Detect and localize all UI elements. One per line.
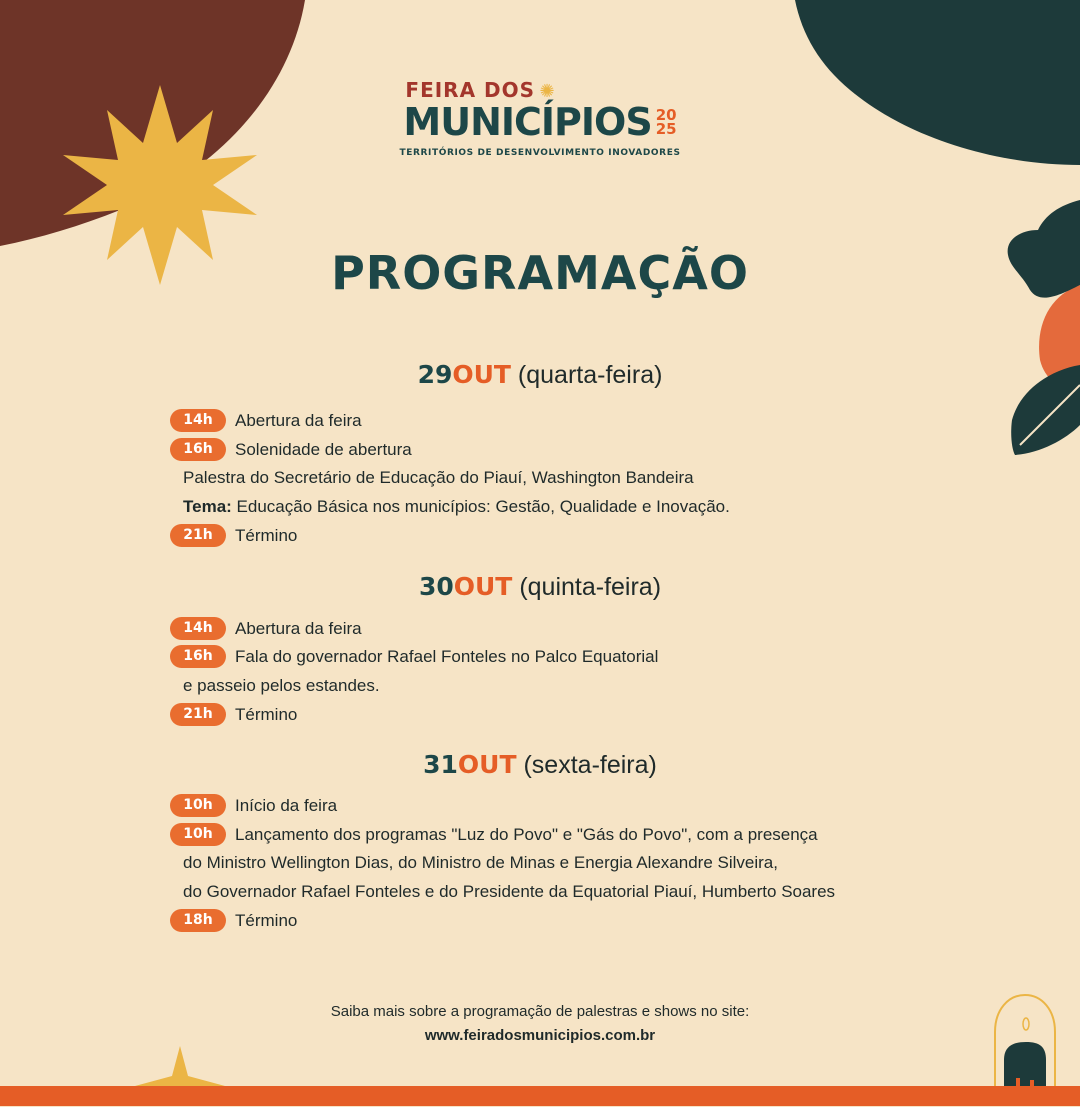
day-header: [0, 750, 1080, 780]
logo-line2: MUNICÍPIOS: [403, 100, 652, 144]
time-badge: 14h: [170, 617, 226, 640]
schedule-text: Fala do governador Rafael Fonteles no Palco Equatorial: [235, 646, 659, 666]
logo-year-top: 20: [655, 106, 677, 124]
cashew-fruit-illustration: [1000, 195, 1080, 455]
schedule-continuation: Palestra do Secretário de Educação do Piauí, Washington Bandeira: [183, 468, 694, 487]
logo-year: [656, 108, 677, 136]
schedule-continuation: [183, 497, 730, 517]
schedule-item: [170, 616, 362, 641]
footer-text: Saiba mais sobre a programação de palestras e shows no site:: [330, 1003, 750, 1020]
page-title: PROGRAMAÇÃO: [331, 246, 749, 300]
schedule-text: Abertura da feira: [235, 618, 362, 638]
day-header: [0, 360, 1080, 390]
schedule-text: Lançamento dos programas "Luz do Povo" e "Gás do Povo", com a presença: [235, 824, 818, 844]
day-weekday: (quinta-feira): [519, 573, 662, 601]
day-number: 29: [417, 360, 453, 389]
schedule-text: Solenidade de abertura: [235, 439, 412, 459]
schedule-item: [170, 437, 412, 462]
logo-subtitle: TERRITÓRIOS DE DESENVOLVIMENTO INOVADORES: [399, 148, 681, 158]
schedule-text: Término: [235, 910, 298, 930]
time-badge: 10h: [170, 823, 226, 846]
theme-text: Educação Básica nos municípios: Gestão, Qualidade e Inovação.: [231, 497, 730, 516]
logo-sun-icon: ✺: [539, 81, 555, 101]
schedule-text: Abertura da feira: [235, 410, 362, 430]
schedule-item: [170, 908, 297, 933]
logo-line1: FEIRA DOS: [405, 78, 536, 102]
bottom-bar: [0, 1086, 1080, 1106]
schedule-item: [170, 793, 337, 818]
schedule-item: [170, 822, 818, 847]
day-number: 30: [418, 572, 454, 601]
website-link[interactable]: www.feiradosmunicipios.com.br: [424, 1027, 656, 1044]
schedule-item: [170, 408, 362, 433]
day-month: OUT: [452, 360, 511, 389]
logo-year-bottom: 25: [655, 120, 677, 138]
day-month: OUT: [453, 572, 513, 601]
schedule-continuation: e passeio pelos estandes.: [183, 676, 380, 695]
time-badge: 21h: [170, 703, 226, 726]
time-badge: 21h: [170, 524, 226, 547]
schedule-text: Início da feira: [235, 795, 338, 815]
schedule-continuation: do Governador Rafael Fonteles e do Presidente da Equatorial Piauí, Humberto Soares: [183, 882, 836, 901]
schedule-item: [170, 644, 658, 669]
schedule-continuation: do Ministro Wellington Dias, do Ministro de Minas e Energia Alexandre Silveira,: [183, 853, 778, 872]
time-badge: 10h: [170, 794, 226, 817]
time-badge: 18h: [170, 909, 226, 932]
event-logo: [0, 78, 1080, 158]
schedule-text: Término: [235, 525, 298, 545]
time-badge: 16h: [170, 645, 226, 668]
schedule-item: [170, 702, 297, 727]
schedule-text: Término: [235, 704, 298, 724]
day-weekday: (sexta-feira): [523, 751, 657, 779]
day-weekday: (quarta-feira): [517, 361, 663, 389]
day-header: [0, 572, 1080, 602]
day-month: OUT: [457, 750, 517, 779]
time-badge: 16h: [170, 438, 226, 461]
schedule-item: [170, 523, 297, 548]
time-badge: 14h: [170, 409, 226, 432]
day-number: 31: [423, 750, 458, 779]
theme-label: Tema:: [183, 497, 232, 516]
